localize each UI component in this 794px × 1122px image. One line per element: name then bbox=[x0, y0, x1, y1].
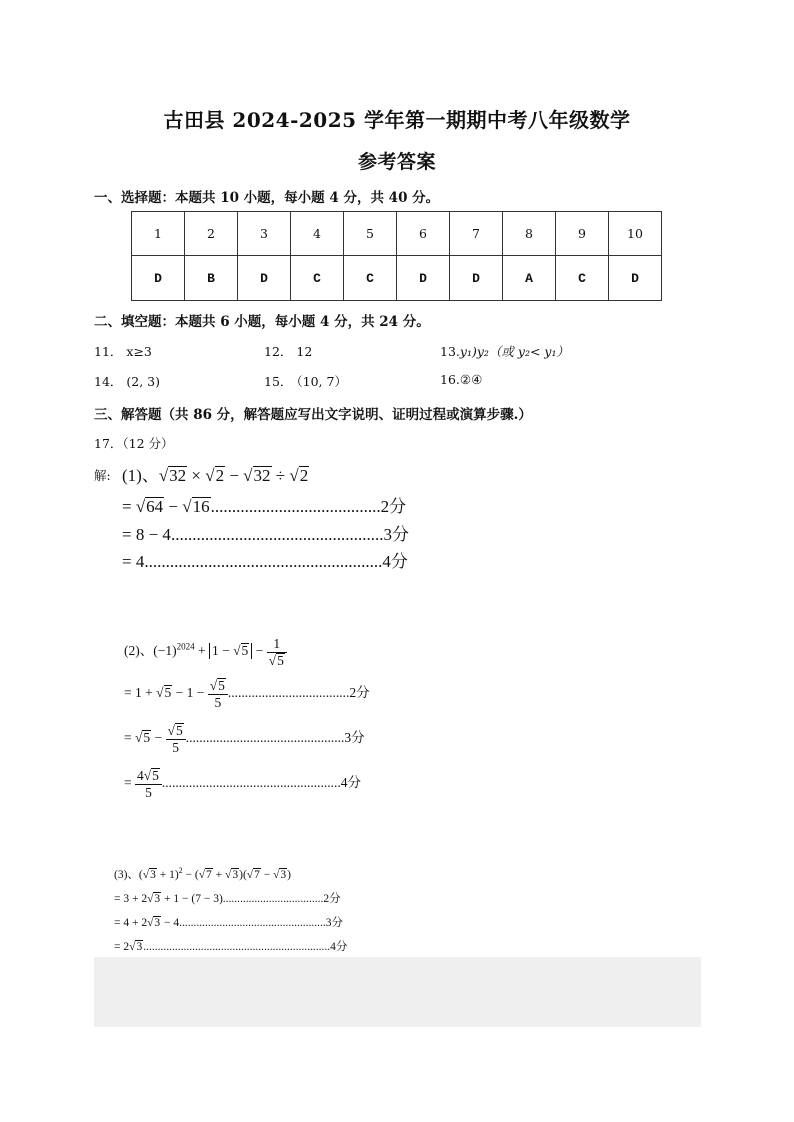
part2-expression: (2)、$(-1)^{2024} + 1 - √5$ − $\frac{1}{√5}$ bbox=[124, 636, 287, 668]
part1-expression: (1)、√32 × √2 − √32 ÷ √2 bbox=[122, 466, 309, 485]
denominator: √5 bbox=[268, 652, 284, 668]
part3-step2: = 4 + 2√3 − 4...................................................3分 bbox=[114, 917, 344, 929]
fill-item-14 bbox=[94, 372, 160, 390]
section-2-heading: 二、填空题：本题共 6 小题，每小题 4 分，共 24 分。 bbox=[94, 314, 430, 330]
page-subtitle: 参考答案 bbox=[357, 151, 436, 173]
step-text: = 8 − 4 bbox=[122, 525, 171, 544]
radicand: 3 bbox=[280, 869, 287, 881]
leader-dots: ..................................................... bbox=[161, 775, 341, 791]
answer-cell: A bbox=[503, 256, 556, 301]
answer-table bbox=[131, 211, 662, 301]
denominator: 5 bbox=[172, 739, 179, 755]
radicand: 32 bbox=[169, 466, 187, 485]
leader-dots: ............................................... bbox=[185, 730, 345, 746]
score: 3分 bbox=[344, 730, 365, 746]
part2-step3: = $\frac{4√5}{5}$ .....................................................4分 bbox=[124, 768, 362, 800]
radicand: 7 bbox=[206, 869, 212, 881]
radicand: 5 bbox=[241, 643, 249, 659]
question-17-label: 17．（12 分） bbox=[94, 436, 174, 451]
radicand: 3 bbox=[154, 917, 161, 929]
question-number-cell: 9 bbox=[556, 212, 609, 256]
question-number-cell: 4 bbox=[291, 212, 344, 256]
question-number-cell: 1 bbox=[132, 212, 185, 256]
radicand: 3 bbox=[150, 869, 156, 881]
radicand: 5 bbox=[175, 723, 183, 738]
fill-answer: y₁)y₂（或 y₂< y₁） bbox=[459, 344, 569, 359]
coefficient: 4 bbox=[137, 768, 144, 783]
part1-step3 bbox=[122, 547, 408, 572]
fill-item-13 bbox=[440, 342, 569, 360]
part1-step2 bbox=[122, 520, 409, 545]
fill-label: 14． bbox=[94, 374, 123, 389]
fill-item-12 bbox=[264, 342, 312, 360]
leader-dots: ........................................................ bbox=[144, 552, 383, 571]
radicand: 2 bbox=[299, 466, 309, 485]
score: 4分 bbox=[340, 775, 362, 791]
step-text: − 4 bbox=[164, 917, 180, 929]
part2-step1: = 1 + √5 − 1 − $\frac{√5}{5}$ ....................................2分 bbox=[124, 678, 370, 710]
fill-label: 12． bbox=[264, 344, 293, 359]
numerator: √5 bbox=[208, 678, 228, 695]
question-number-cell: 5 bbox=[344, 212, 397, 256]
answer-cell: B bbox=[185, 256, 238, 301]
answer-cell: C bbox=[291, 256, 344, 301]
part1-prefix: (1)、 bbox=[122, 466, 159, 485]
answer-cell: D bbox=[450, 256, 503, 301]
part3-prefix: (3)、 bbox=[114, 869, 139, 881]
fill-answer: （10, 7） bbox=[296, 374, 347, 389]
radicand: 5 bbox=[164, 685, 172, 701]
answer-cell: D bbox=[132, 256, 185, 301]
radicand: 2 bbox=[215, 466, 225, 485]
question-number-cell: 2 bbox=[185, 212, 238, 256]
radicand: 32 bbox=[253, 466, 271, 485]
radicand: 16 bbox=[192, 497, 210, 516]
question-number-cell: 6 bbox=[397, 212, 450, 256]
part1-step1: = √64 − √16........................................2分 bbox=[122, 497, 407, 516]
leader-dots: .................................... bbox=[227, 685, 350, 701]
question-number-row bbox=[132, 212, 662, 256]
fraction bbox=[135, 768, 162, 800]
radicand: 5 bbox=[143, 730, 151, 746]
fill-item-15 bbox=[264, 372, 347, 390]
answer-cell: C bbox=[344, 256, 397, 301]
answer-cell: D bbox=[238, 256, 291, 301]
fill-answer: (2, 3) bbox=[126, 374, 161, 389]
question-number-cell: 7 bbox=[450, 212, 503, 256]
radicand: 64 bbox=[146, 497, 164, 516]
fill-label: 16. bbox=[440, 372, 460, 387]
leader-dots: .................................................. bbox=[170, 525, 384, 544]
answer-cell: D bbox=[609, 256, 662, 301]
fill-answer: ②④ bbox=[459, 372, 483, 387]
blank-grey-area bbox=[94, 957, 701, 1027]
part3-step3: = 2√3.................................................................4分 bbox=[114, 941, 348, 953]
answer-cell: D bbox=[397, 256, 450, 301]
fill-item-11 bbox=[94, 342, 152, 360]
fill-item-16 bbox=[440, 372, 482, 387]
section-1-heading: 一、选择题：本题共 10 小题，每小题 4 分，共 40 分。 bbox=[94, 190, 440, 206]
exponent: 2024 bbox=[176, 641, 195, 652]
numerator: √5 bbox=[166, 723, 186, 740]
leader-dots: ................................................................. bbox=[143, 941, 331, 953]
radicand: 7 bbox=[254, 869, 260, 881]
numerator: 4√5 bbox=[135, 768, 162, 785]
denominator: 5 bbox=[214, 694, 222, 710]
step-text: = 4 bbox=[122, 552, 145, 571]
part2-step2: = √5 − $\frac{√5}{5}$ ...............................................3分 bbox=[124, 723, 365, 755]
leader-dots: ................................................... bbox=[179, 917, 326, 929]
score: 2分 bbox=[380, 497, 407, 516]
step-text: = 3 + 2 bbox=[114, 893, 148, 905]
fill-label: 11． bbox=[94, 344, 123, 359]
fill-label: 15． bbox=[264, 374, 293, 389]
numerator: 1 bbox=[267, 636, 287, 653]
radicand: 5 bbox=[218, 678, 225, 693]
radicand: 3 bbox=[232, 869, 239, 881]
fraction bbox=[166, 723, 186, 755]
exponent: 2 bbox=[178, 866, 183, 876]
answer-cell: C bbox=[556, 256, 609, 301]
score: 4分 bbox=[382, 552, 408, 571]
fill-label: 13. bbox=[440, 344, 460, 359]
solve-label: 解: bbox=[94, 468, 111, 483]
answer-row bbox=[132, 256, 662, 301]
radicand: 3 bbox=[154, 893, 161, 905]
fraction bbox=[267, 636, 287, 668]
radicand: 3 bbox=[136, 941, 143, 953]
score: 4分 bbox=[330, 941, 348, 953]
section-3-heading: 三、解答题（共 86 分，解答题应写出文字说明、证明过程或演算步骤.） bbox=[94, 407, 532, 423]
absolute-value: 1 − √5 bbox=[209, 643, 252, 659]
fraction bbox=[208, 678, 228, 710]
page-title: 古田县 2024-2025 学年第一期期中考八年级数学 bbox=[163, 108, 631, 132]
score: 3分 bbox=[383, 525, 409, 544]
fill-answer: x≥3 bbox=[126, 344, 152, 359]
score: 3分 bbox=[325, 917, 344, 929]
part2-prefix: (2)、(−1) bbox=[124, 643, 177, 659]
radicand: 5 bbox=[277, 652, 284, 668]
step-text: = 4 + 2 bbox=[114, 917, 148, 929]
fill-answer: 12 bbox=[296, 344, 313, 359]
question-number-cell: 8 bbox=[503, 212, 556, 256]
leader-dots: ........................................ bbox=[210, 497, 381, 516]
radicand: 5 bbox=[152, 768, 159, 783]
step-text: + 1 − (7 − 3) bbox=[164, 893, 223, 905]
part3-expression: (3)、$(√3 + 1)^2 - (√7 + √3)(√7 - √3)$ bbox=[114, 866, 291, 881]
score: 2分 bbox=[323, 893, 341, 905]
question-number-cell: 3 bbox=[238, 212, 291, 256]
leader-dots: ................................... bbox=[222, 893, 324, 905]
part3-step1: = 3 + 2√3 + 1 − (7 − 3)...................................2分 bbox=[114, 893, 341, 905]
question-number-cell: 10 bbox=[609, 212, 662, 256]
score: 2分 bbox=[349, 685, 370, 701]
denominator: 5 bbox=[145, 784, 152, 800]
step-text: = 2 bbox=[114, 941, 130, 953]
